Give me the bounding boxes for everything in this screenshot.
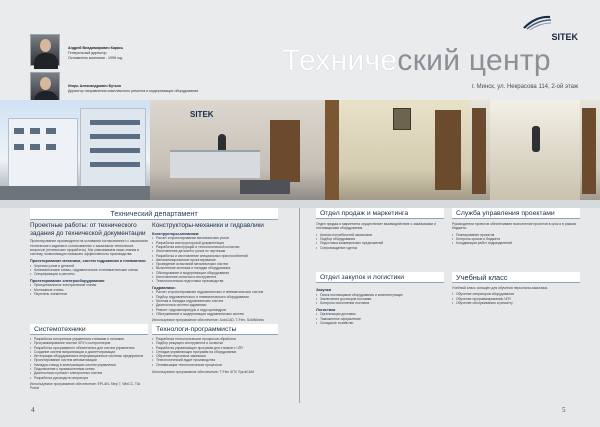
list-item: • Монтажные схемы	[30, 288, 148, 292]
list-item: • Координация работ подразделений	[452, 241, 580, 245]
page-number-left: 4	[31, 406, 35, 414]
logo-text: SITEK	[551, 32, 578, 42]
list-item: • Программирование систем ЧПУ и контроллеров	[30, 341, 148, 345]
list-item: • Подготовка коммерческих предложений	[316, 241, 444, 245]
projects-sub2: Проектирование электрооборудования	[30, 278, 105, 283]
person-photo	[30, 34, 60, 66]
list-item: • Контроль исполнения поставок	[316, 301, 444, 305]
list-item: • Анализ потребностей заказчиков	[316, 233, 444, 237]
sales-header: Отдел продаж и маркетинга	[316, 208, 444, 219]
logistics-list1	[316, 293, 444, 306]
photo-strip	[0, 100, 600, 200]
list-item: • Диагностика и ремонт электронных систем	[30, 371, 148, 375]
title-dark-part: ский центр	[397, 44, 551, 77]
person-card-1	[30, 34, 178, 66]
pm-list	[452, 233, 580, 246]
list-item: • Изготовление оснастки и инструмента	[152, 275, 278, 279]
list-item: • Расчет и проектирование гидравлических и пневматических систем	[152, 290, 278, 294]
list-item: • Наладка и ввод в эксплуатацию систем управления	[30, 363, 148, 367]
projects-list2	[30, 283, 148, 296]
technologists-header: Технологи-программисты	[152, 324, 278, 335]
projects-block	[30, 222, 148, 320]
designers-list1	[152, 236, 278, 283]
page-title	[282, 44, 551, 78]
list-item: • Кинематические схемы, гидравлические и пневматические схемы	[30, 268, 148, 272]
training-intro: Учебный класс оснащен для обучения персонала заказчика.	[452, 286, 548, 290]
designers-list2	[152, 290, 278, 316]
projects-title: Проектные работы: от технического задания до технической документации	[30, 222, 146, 237]
list-item: • Подбор гидравлического и пневматического оборудования	[152, 295, 278, 299]
section-header-technical: Технический департамент	[30, 208, 278, 220]
training-header: Учебный класс	[452, 272, 580, 283]
list-item: • Разработка руководств оператора	[30, 376, 148, 380]
list-item: • Технологический аудит производства	[152, 358, 278, 362]
systems-software: Используемое программное обеспечение: EPLAN, Step 7, WinCC, TIA Portal	[30, 381, 140, 391]
list-item: • Складское хозяйство	[316, 321, 444, 325]
pm-block	[452, 222, 580, 270]
technologists-list	[152, 337, 278, 367]
list-item: • Обслуживание и модернизация гидравлических систем	[152, 312, 278, 316]
corridor-photo	[470, 100, 600, 200]
technologists-software: Используемое программное обеспечение: T-Flex ЧПУ, SprutCAM	[152, 370, 254, 375]
designers-title: Конструкторы-механики и гидравлики	[152, 222, 264, 229]
list-item: • Поиск поставщиков оборудования и комплектующих	[316, 293, 444, 297]
list-item: • Оптимизация технологических процессов	[152, 363, 278, 367]
building-photo	[0, 100, 150, 200]
list-item: • Автоматизированное проектирование	[152, 258, 278, 262]
projects-sub1: Проектирование механики, систем гидравлики и пневматики	[30, 258, 146, 263]
list-item: • Обучение программированию ЧПУ	[452, 297, 580, 301]
list-item: • Выполнение монтажа и наладки оборудования	[152, 266, 278, 270]
training-block	[452, 286, 580, 356]
designers-sub2: Гидравлики:	[152, 285, 176, 290]
list-item: • Технологическая подготовка производства	[152, 279, 278, 283]
reception-sign: SITEK	[190, 110, 214, 119]
list-item: • Подбор оборудования	[316, 237, 444, 241]
sales-block	[316, 222, 444, 270]
logistics-sub2: Логистика	[316, 307, 336, 312]
list-item: • Расчет и проектирование механических узлов	[152, 236, 278, 240]
technologists-block	[152, 337, 278, 403]
projects-list1	[30, 264, 148, 277]
list-item: • Обучение обслуживанию и ремонту	[452, 301, 580, 305]
list-item: • Спецификации и расчеты	[30, 272, 148, 276]
list-item: • Чертежи узлов и деталей	[30, 264, 148, 268]
address-line: г. Минск, ул. Некрасова 114, 2-ой этаж	[471, 84, 578, 90]
designers-sub1: Конструкторы-механики:	[152, 231, 200, 236]
list-item: • Перечень элементов	[30, 292, 148, 296]
list-item: • Разработка алгоритмов управления станками и линиями	[30, 337, 148, 341]
page-number-right: 5	[562, 406, 566, 414]
reception-photo	[150, 100, 325, 200]
list-item: • Разработка конструкций и технологической оснастки	[152, 245, 278, 249]
list-item: • Планирование проектов	[452, 233, 580, 237]
projects-intro: Проектирование производится на основании согласованного с заказчиком технического задания и согласованных с заказчиком технических вопросов (технических проработок). Мы упаковываем наши знания в систему, позволяющую повышать эффективность производства.	[30, 239, 148, 257]
sales-list	[316, 233, 444, 250]
person-caption	[68, 46, 178, 61]
list-item: • Разработка и изготовление специальных приспособлений	[152, 254, 278, 258]
list-item: • Отладка управляющих программ на оборудовании	[152, 350, 278, 354]
logistics-header: Отдел закупок и логистики	[316, 272, 444, 283]
header-band	[0, 0, 600, 100]
list-item: • Подключение к промышленным сетям	[30, 367, 148, 371]
logo-swoosh-icon	[522, 14, 552, 30]
person-role: Директор направления комплексного ремонта и модернизации оборудования	[68, 89, 199, 93]
page-gutter	[299, 208, 300, 403]
logistics-sub1: Закупки	[316, 288, 332, 292]
designers-software: Используемое программное обеспечение: AutoCAD, T-Flex, SolidWorks	[152, 318, 265, 323]
person-caption	[68, 84, 228, 94]
list-item: • Разработка конструкторской документации	[152, 241, 278, 245]
list-item: • Разработка управляющих программ для станков с ЧПУ	[152, 346, 278, 350]
list-item: • Обучение операторов оборудования	[452, 292, 580, 296]
list-item: • Интеграция оборудования в информационные системы предприятия	[30, 354, 148, 358]
list-item: • Организация доставки	[316, 312, 444, 316]
person-role: Генеральный директор	[68, 51, 107, 55]
list-item: • Проектирование систем автоматизации	[30, 358, 148, 362]
person-name: Игорь Александрович Бутько	[68, 84, 122, 88]
designers-block	[152, 222, 278, 323]
training-list	[452, 292, 580, 305]
list-item: • Принципиальные электрические схемы	[30, 283, 148, 287]
systems-header: Системотехники	[30, 324, 148, 335]
hallway-photo	[325, 100, 470, 200]
person-since: Основатель компании - 1996 год	[68, 56, 123, 60]
list-item: • Разработка программного обеспечения для систем управления	[30, 346, 148, 350]
list-item: • Заключение договоров поставки	[316, 297, 444, 301]
list-item: • Монтаж и наладка гидравлических систем	[152, 299, 278, 303]
list-item: • Изготовление деталей и узлов по чертежам	[152, 249, 278, 253]
systems-list	[30, 337, 148, 380]
list-item: • Проведение испытаний механических систем	[152, 262, 278, 266]
logistics-block	[316, 286, 444, 356]
list-item: • Создание систем визуализации и диспетчеризации	[30, 350, 148, 354]
list-item: • Ремонт гидроаппаратуры и гидроцилиндров	[152, 308, 278, 312]
title-light-part: Техниче	[282, 44, 398, 77]
systems-block	[30, 337, 148, 403]
logistics-list2	[316, 312, 444, 325]
pm-intro: Руководители проектов обеспечивают выполнение проектов в срок и в рамках бюджета.	[452, 222, 577, 231]
list-item: • Диагностика систем гидравлики	[152, 303, 278, 307]
person-name: Андрей Владимирович Карась	[68, 46, 124, 50]
list-item: • Сопровождение сделок	[316, 246, 444, 250]
pm-header: Служба управления проектами	[452, 208, 580, 219]
list-item: • Разработка технологических процессов обработки	[152, 337, 278, 341]
list-item: • Контроль сроков и бюджета	[452, 237, 580, 241]
list-item: • Таможенное оформление	[316, 317, 444, 321]
list-item: • Обучение персонала заказчика	[152, 354, 278, 358]
sales-intro: Отдел продаж и маркетинга осуществляет взаимодействие с заказчиками и поставщиками оборудования.	[316, 222, 436, 231]
list-item: • Подбор режущего инструмента и оснастки	[152, 341, 278, 345]
sitek-logo	[522, 14, 578, 42]
list-item: • Обследование и модернизация оборудования	[152, 271, 278, 275]
